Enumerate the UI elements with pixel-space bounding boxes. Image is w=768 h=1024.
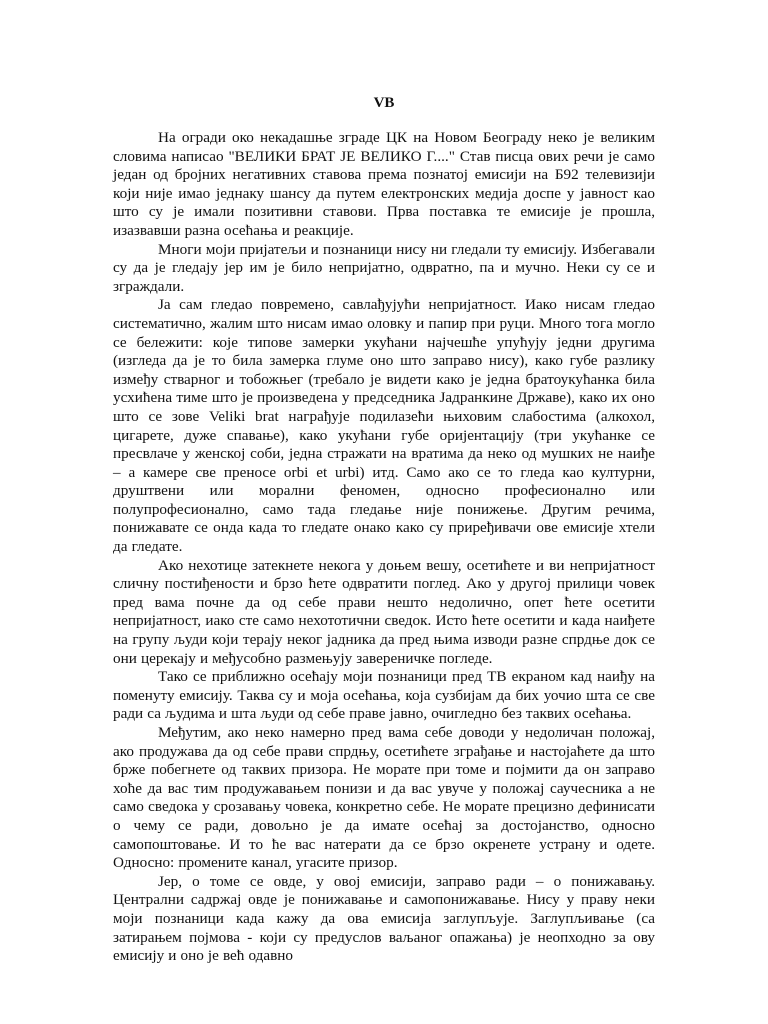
paragraph-2: Многи моји пријатељи и познаници нису ни гледали ту емисију. Избегавали су да је гледају јер им је било непријатно, одвратно, па и мучно. Неки су се и зграждали. xyxy=(113,240,655,295)
paragraph-1: На огради око некадашње зграде ЦК на Новом Београду неко је великим словима написао "ВЕЛИКИ БРАТ ЈЕ ВЕЛИКО Г...." Став писца ових речи је само један од бројних негативних ставова према познатој емисији на Б92 телевизији који није имао једнаку шансу да путем електронских медија доспе у јавност као што су је имали позитивни ставови. Прва поставка те емисије је прошла, изазвавши разна осећања и реакције. xyxy=(113,129,655,239)
document-title: VB xyxy=(373,95,395,111)
document-page xyxy=(113,93,655,966)
paragraph-5: Тако се приближно осећају моји познаници пред ТВ екраном кад наиђу на поменуту емисију. Таква су и моја осећања, која сузбијам да бих уочио шта се све ради са људима и шта људи од себе праве јавно, очигледно без таквих осећања. xyxy=(113,668,655,723)
paragraph-7: Јер, о томе се овде, у овој емисији, заправо ради – о понижавању. Централни садржај овде је понижавање и самопонижавање. Нису у праву неки моји познаници када кажу да ова емисија заглупљује. Заглупљивање (са затирањем појмова - који су предуслов ваљаног опажања) је неопходно за ову емисију и оно је већ одавно xyxy=(113,872,655,965)
paragraph-4: Ако нехотице затекнете некога у доњем вешу, осетићете и ви непријатност сличну постиђености и брзо ћете одвратити поглед. Ако у другој прилици човек пред вама почне да од себе прави нешто недолично, опет ћете осетити непријатност, иако сте само нехототични сведок. Исто ћете осетити и када наиђете на групу људи који терају неког јадника да пред њима изводи разне спрдње док се они церекају и међусобно размењују заверeничке погледе. xyxy=(113,556,655,667)
paragraph-3: Ја сам гледао повремено, савлађујући непријатност. Иако нисам гледао систематично, жалим што нисам имао оловку и папир при руци. Много тога могло се бележити: које типове замерки укућани најчешће упућују једни другима (изгледа да је то била замерка глуме оно што заправо нису), како губе разлику између стварног и тобожњег (требало је видети како је једна братоукућанка била усхићена тиме што је произведена у председника Јадранкине Државе), како их оно што се зове Veliki brat награђује подилазећи њиховим слабостима (алкохол, цигарете, дуже спавање), како укућани губе оријентацију (три укућанке се пресвлаче у женској соби, једна стражати на вратима да неко од мушких не наиђе – а камере све преносе orbi et urbi) итд. Само ако се то гледа као културни, друштвени или морални феномен, односно професионално или полупрофесионално, само тада гледање није понижење. Другим речима, понижавате се онда када то гледате онако како су приређивачи ове емисије хтели да гледате. xyxy=(113,296,655,556)
paragraph-6: Међутим, ако неко намерно пред вама себе доводи у недоличан положај, ако продужава да од себе прави спрдњу, осетићете зграђање и настојаћете да што брже побегнете од таквих призора. Не морате при томе и појмити да он заправо хоће да вас тим продужавањем понизи и да вас увуче у положај саучесника а не само сведока у срозавању човека, конкретно себе. Не морате прецизно дефинисати о чему се ради, довољно је да имате осећај за достојанство, односно самопоштовање. И то ће вас натерати да се брзо окренете устрану и одете. Односно: промените канал, угасите призор. xyxy=(113,724,655,872)
